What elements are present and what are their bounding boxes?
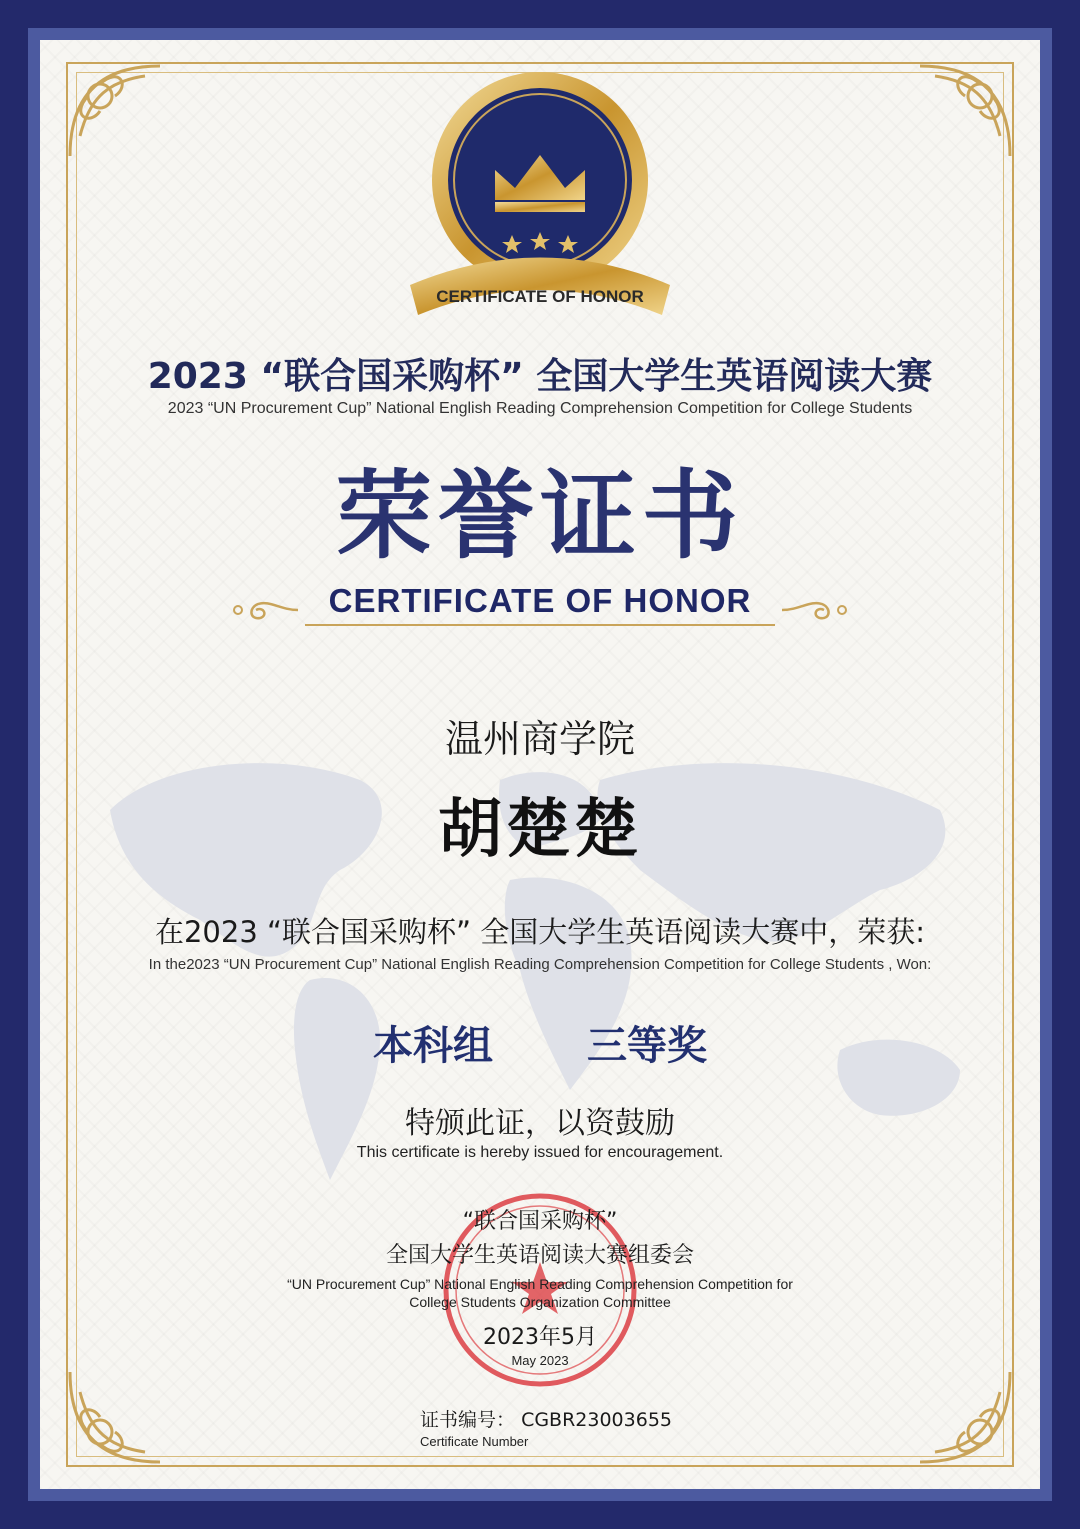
title-underline	[305, 624, 775, 626]
award-row	[0, 1014, 1080, 1071]
certificate-number-label: 证书编号：	[420, 1409, 516, 1431]
certificate-number-value: CGBR23003655	[521, 1409, 672, 1431]
certificate-number-label-en: Certificate Number	[420, 1434, 529, 1449]
organizer-en	[0, 1275, 1080, 1311]
competition-header-en: 2023 “UN Procurement Cup” National English Reading Comprehension Competition for College Students	[167, 400, 913, 417]
organizer-line2-en: College Students Organization Committee	[409, 1294, 671, 1310]
recipient-name: 胡楚楚	[438, 792, 642, 867]
issue-date-cn: 2023年5月	[483, 1325, 597, 1350]
corner-ornament-top-left-icon	[60, 56, 180, 176]
encouragement-cn: 特颁此证，以资鼓励	[405, 1106, 675, 1141]
encouragement-en: This certificate is hereby issued for encouragement.	[356, 1144, 724, 1161]
organizer-line2-cn: 全国大学生英语阅读大赛组委会	[385, 1243, 694, 1268]
corner-ornament-bottom-left-icon	[60, 1352, 180, 1472]
certificate-title-en: CERTIFICATE OF HONOR	[328, 582, 752, 619]
award-statement-cn: 在2023 “联合国采购杯” 全国大学生英语阅读大赛中，荣获:	[154, 915, 926, 949]
award-group: 本科组	[373, 1023, 494, 1069]
award-prize: 三等奖	[586, 1023, 707, 1069]
award-statement-en: In the2023 “UN Procurement Cup” National English Reading Comprehension Competition for College Students , Won:	[148, 956, 932, 973]
organizer-line1-cn: “联合国采购杯”	[462, 1209, 618, 1234]
certificate-number	[420, 1405, 672, 1432]
corner-ornament-top-right-icon	[900, 56, 1020, 176]
issue-date-en: May 2023	[511, 1353, 569, 1368]
organizer-line1-en: “UN Procurement Cup” National English Reading Comprehension Competition for	[287, 1276, 793, 1292]
honor-seal-badge-icon	[400, 40, 680, 330]
corner-ornament-bottom-right-icon	[900, 1352, 1020, 1472]
title-swirl-right-icon	[780, 590, 850, 630]
recipient-school: 温州商学院	[444, 717, 635, 761]
competition-header-cn: 2023 “联合国采购杯” 全国大学生英语阅读大赛	[147, 356, 933, 397]
seal-ribbon-text: CERTIFICATE OF HONOR	[436, 287, 644, 306]
certificate-title-cn: 荣誉证书	[336, 459, 744, 572]
